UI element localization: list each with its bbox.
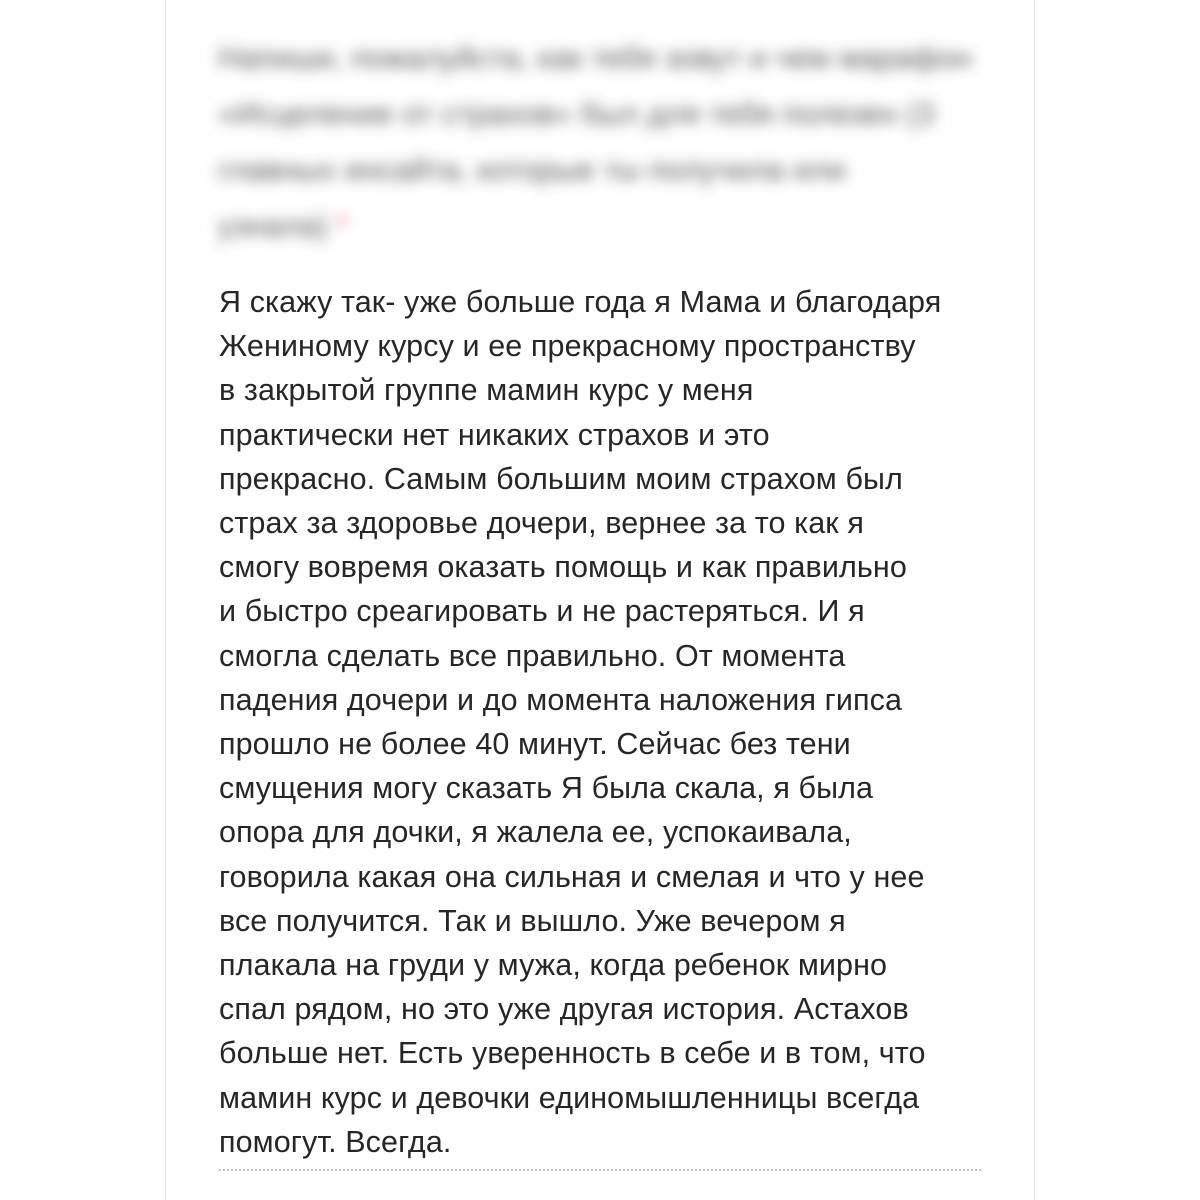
answer-text[interactable] bbox=[219, 280, 1009, 1164]
answer-line: страх за здоровье дочери, вернее за то как я bbox=[219, 506, 864, 541]
answer-line: смогу вовремя оказать помощь и как правильно bbox=[219, 550, 907, 585]
answer-line: практически нет никаких страхов и это bbox=[219, 417, 770, 452]
question-text: Напиши, пожалуйста, как тебя зовут и чем марафон «Исцеление от страхов» был для тебя полезен (3 главных инсайта, которые ты получила или узнала) bbox=[218, 40, 972, 243]
answer-line: Жениному курсу и ее прекрасному пространству bbox=[219, 329, 916, 364]
answer-line: падения дочери и до момента наложения гипса bbox=[219, 682, 903, 717]
answer-line: прошло не более 40 минут. Сейчас без тени bbox=[219, 727, 851, 762]
answer-line: плакала на груди у мужа, когда ребенок мирно bbox=[219, 948, 888, 983]
answer-line: мамин курс и девочки единомышленницы всегда bbox=[219, 1080, 920, 1115]
answer-line: все получится. Так и вышло. Уже вечером я bbox=[219, 903, 846, 938]
required-asterisk: * bbox=[335, 208, 348, 243]
answer-line: и быстро среагировать и не растеряться. И я bbox=[219, 594, 865, 629]
answer-line: Я скажу так- уже больше года я Мама и благодаря bbox=[219, 285, 942, 319]
answer-line: в закрытой группе мамин курс у меня bbox=[219, 373, 754, 408]
answer-line: смогла сделать все правильно. От момента bbox=[219, 638, 846, 673]
answer-line: прекрасно. Самым большим моим страхом был bbox=[219, 461, 903, 496]
answer-line: спал рядом, но это уже другая история. Астахов bbox=[219, 992, 909, 1027]
answer-field-underline bbox=[219, 1169, 981, 1171]
answer-line: смущения могу сказать Я была скала, я была bbox=[219, 771, 874, 806]
question-title bbox=[218, 30, 978, 254]
answer-line: больше нет. Есть уверенность в себе и в том, что bbox=[219, 1036, 926, 1071]
answer-line: опора для дочки, я жалела ее, успокаивала, bbox=[219, 815, 852, 850]
answer-line: говорила какая она сильная и смелая и что у нее bbox=[219, 859, 925, 894]
answer-line: помогут. Всегда. bbox=[219, 1124, 452, 1159]
